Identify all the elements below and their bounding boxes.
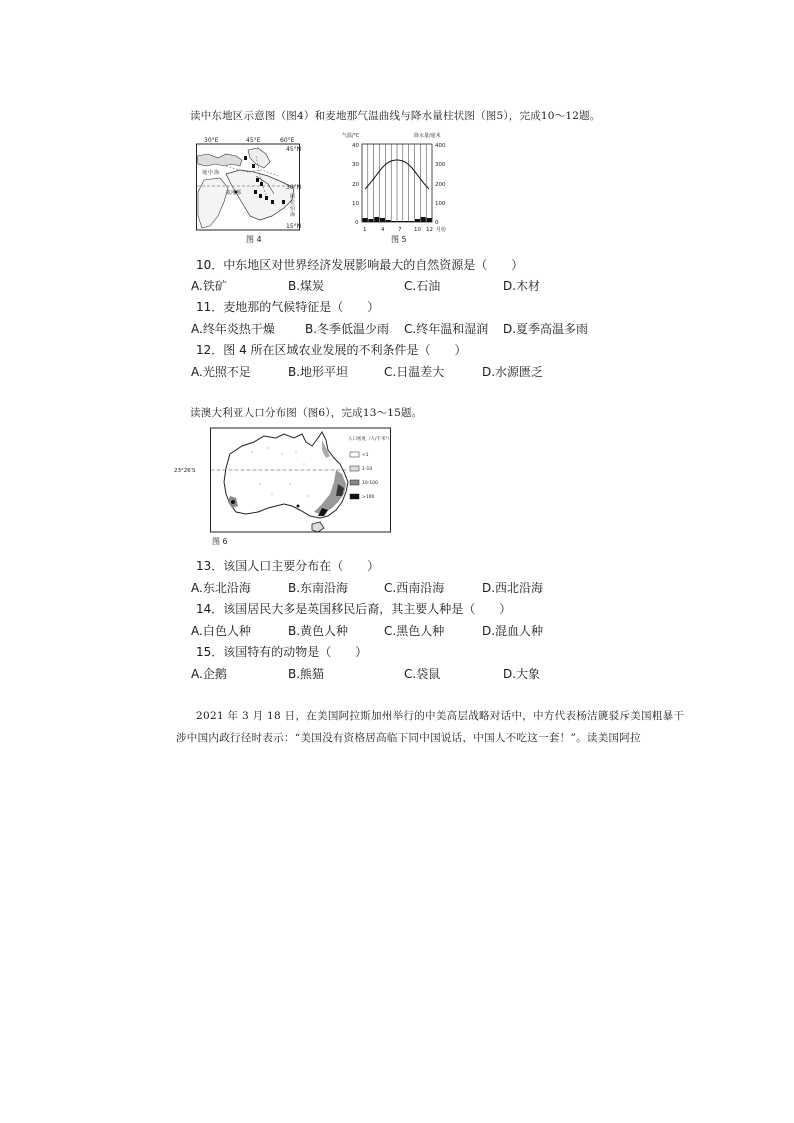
q10-option-d: D.木材 (503, 279, 541, 293)
figure-6 (172, 424, 392, 550)
left-tick-0: 0 (355, 220, 359, 226)
left-tick-20: 20 (352, 182, 359, 188)
map-label-hai: 海 (214, 170, 220, 176)
map-label-hai2: 海 (290, 212, 296, 218)
middle-east-map (196, 136, 306, 244)
question-11-stem: 11．麦地那的气候特征是（ ） (196, 300, 380, 314)
q14-option-a: A.白色人种 (191, 624, 251, 638)
q11-option-d: D.夏季高温多雨 (503, 322, 589, 336)
legend-item-2: 1-10 (362, 467, 373, 472)
q12-option-c: C.日温差大 (384, 365, 445, 379)
q11-option-b: B.冬季低温少雨 (305, 322, 390, 336)
month-tick-1: 1 (363, 227, 367, 233)
lon-label-30: 30°E (204, 137, 219, 144)
q10-option-c: C.石油 (404, 279, 441, 293)
right-axis-unit: 降水量/毫米 (414, 133, 441, 139)
left-tick-40: 40 (352, 143, 359, 149)
lat-label-15: 15°N (286, 223, 302, 230)
legend-title: 人口密度（人/千米²） (348, 437, 392, 442)
q15-option-d: D.大象 (503, 667, 541, 681)
paragraph-line-1: 2021 年 3 月 18 日，在美国阿拉斯加州举行的中美高层战略对话中，中方代表杨洁篪驳斥美国粗暴干 (196, 710, 685, 722)
lon-label-60: 60°E (280, 137, 295, 144)
q12-option-d: D.水源匮乏 (482, 365, 544, 379)
month-tick-10: 10 (414, 227, 421, 233)
month-tick-4: 4 (381, 227, 385, 233)
q13-option-d: D.西北沿海 (482, 581, 544, 595)
q13-option-c: C.西南沿海 (384, 581, 445, 595)
lat-label-30: 30°N (286, 184, 302, 191)
q11-option-a: A.终年炎热干燥 (191, 322, 275, 336)
map-label-zhong: 中 (208, 170, 214, 176)
paragraph-line-2: 涉中国内政行径时表示：“美国没有资格居高临下同中国说话，中国人不吃这一套！”。读美国阿拉 (176, 732, 641, 744)
lon-label-45: 45°E (246, 137, 261, 144)
map-label-bo: 伯 (290, 206, 296, 212)
question-10-stem: 10．中东地区对世界经济发展影响最大的自然资源是（ ） (196, 258, 524, 272)
map-label-di: 地 (202, 170, 208, 176)
right-tick-400: 400 (435, 143, 446, 149)
q14-option-d: D.混血人种 (482, 624, 544, 638)
left-axis-unit: 气温/℃ (342, 133, 360, 139)
figure-5 (340, 130, 452, 246)
q13-option-b: B.东南沿海 (288, 581, 349, 595)
map-label-medina: 麦地那 (226, 190, 242, 196)
climate-chart (340, 130, 452, 246)
figure-6-caption: 图 6 (212, 537, 228, 546)
q10-option-a: A.铁矿 (191, 279, 227, 293)
q12-option-a: A.光照不足 (191, 365, 251, 379)
figure-4 (196, 136, 306, 244)
tropic-label: 23°26′S (174, 468, 196, 474)
q14-option-c: C.黑色人种 (384, 624, 445, 638)
figure-4-caption: 图 4 (246, 235, 262, 244)
australia-population-map (172, 424, 392, 550)
legend-item-1: <1 (362, 453, 369, 458)
figure-5-caption: 图 5 (391, 235, 407, 244)
q11-option-c: C.终年温和湿润 (404, 322, 489, 336)
right-tick-100: 100 (435, 201, 446, 207)
q15-option-b: B.熊猫 (288, 667, 325, 681)
question-12-stem: 12．图 4 所在区域农业发展的不利条件是（ ） (196, 343, 467, 357)
legend-item-4: >100 (362, 495, 375, 500)
right-tick-300: 300 (435, 162, 446, 168)
right-tick-0: 0 (435, 220, 439, 226)
question-14-stem: 14．该国居民大多是英国移民后裔，其主要人种是（ ） (196, 602, 512, 616)
left-tick-30: 30 (352, 162, 359, 168)
q10-option-b: B.煤炭 (288, 279, 325, 293)
month-tick-12: 12 (426, 227, 433, 233)
map-label-la: 拉 (290, 200, 296, 206)
question-13-stem: 13．该国人口主要分布在（ ） (196, 559, 380, 573)
map-label-a: 阿 (290, 194, 296, 200)
q14-option-b: B.黄色人种 (288, 624, 349, 638)
question-15-stem: 15．该国特有的动物是（ ） (196, 645, 368, 659)
intro-text-1: 读中东地区示意图（图4）和麦地那气温曲线与降水量柱状图（图5），完成10～12题。 (190, 110, 601, 122)
month-tick-7: 7 (398, 227, 402, 233)
legend-item-3: 10-100 (362, 481, 378, 486)
q15-option-c: C.袋鼠 (404, 667, 441, 681)
q12-option-b: B.地形平坦 (288, 365, 349, 379)
intro-text-2: 读澳大利亚人口分布图（图6），完成13～15题。 (190, 407, 423, 419)
right-tick-200: 200 (435, 182, 446, 188)
lat-label-45: 45°N (286, 146, 302, 153)
left-tick-10: 10 (352, 201, 359, 207)
month-axis-label: 月份 (436, 227, 447, 233)
q15-option-a: A.企鹅 (191, 667, 227, 681)
q13-option-a: A.东北沿海 (191, 581, 251, 595)
